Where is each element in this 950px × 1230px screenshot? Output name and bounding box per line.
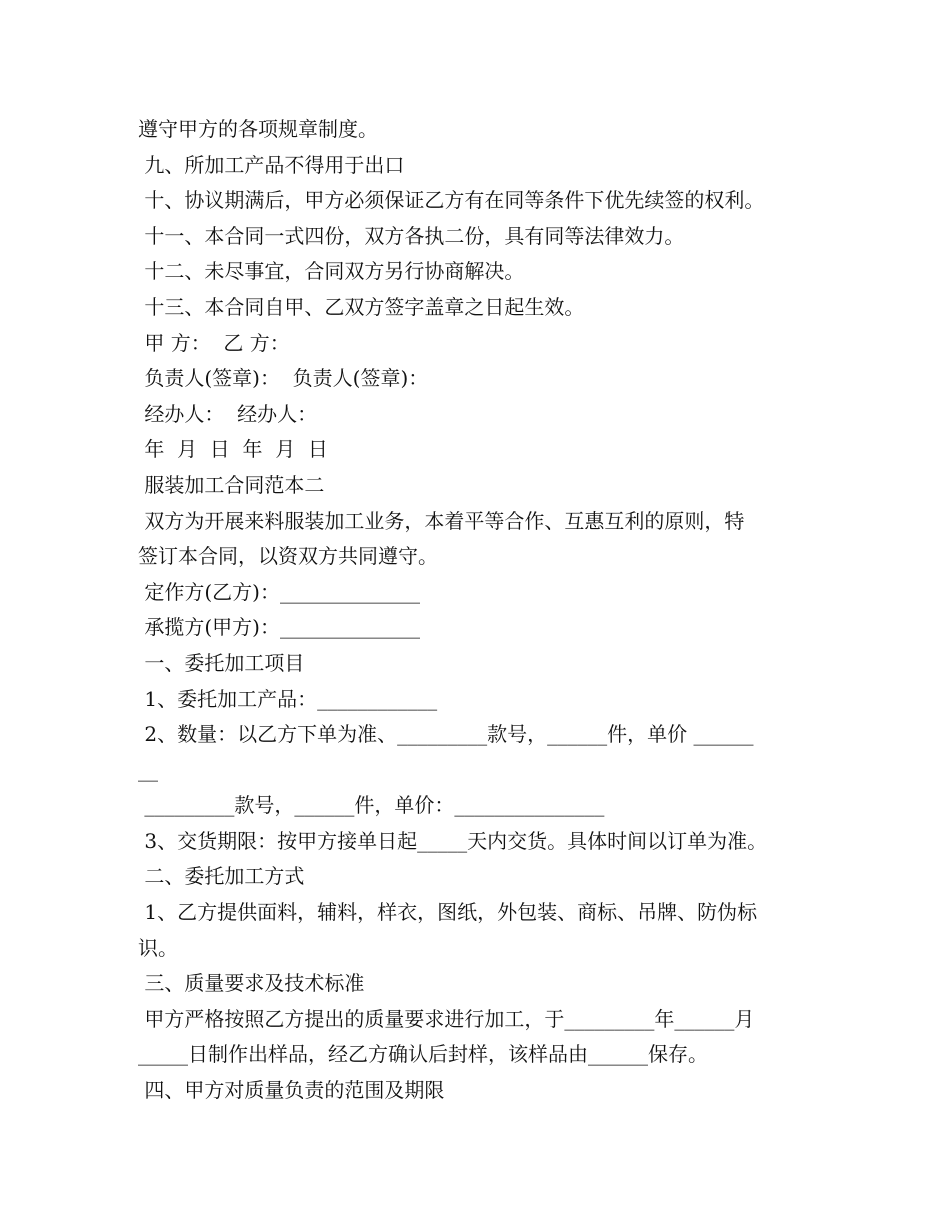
item-2-continued: __ <box>138 757 158 782</box>
handler-labels: 经办人： 经办人： <box>138 401 318 426</box>
heading-3: 三、质量要求及技术标准 <box>138 971 365 996</box>
signature-labels: 负责人(签章)： 负责人(签章)： <box>138 366 429 391</box>
clause-9: 九、所加工产品不得用于出口 <box>138 152 405 177</box>
item-1: 1、委托加工产品：____________ <box>138 686 438 711</box>
item-2-second-style: _________款号，______件，单价：_______________ <box>138 793 605 818</box>
intro-line-2: 签订本合同，以资双方共同遵守。 <box>138 544 438 569</box>
item-3: 3、交货期限：按甲方接单日起_____天内交货。具体时间以订单为准。 <box>138 828 768 853</box>
document-body <box>138 112 828 1109</box>
text-line: 遵守甲方的各项规章制度。 <box>138 117 378 141</box>
section-title: 服装加工合同范本二 <box>138 472 325 497</box>
clause-10: 十、协议期满后，甲方必须保证乙方有在同等条件下优先续签的权利。 <box>138 188 765 213</box>
intro-line-1: 双方为开展来料服装加工业务，本着平等合作、互惠互利的原则，特 <box>138 508 745 533</box>
date-labels: 年 月 日 年 月 日 <box>138 437 328 462</box>
heading-2: 二、委托加工方式 <box>138 864 305 889</box>
heading-1: 一、委托加工项目 <box>138 650 305 675</box>
quality-line-2: _____日制作出样品，经乙方确认后封样，该样品由______保存。 <box>138 1042 708 1067</box>
heading-4: 四、甲方对质量负责的范围及期限 <box>138 1078 445 1103</box>
item-2: 2、数量：以乙方下单为准、_________款号，______件，单价 ______ <box>138 722 754 747</box>
method-item-1: 1、乙方提供面料，辅料，样衣，图纸，外包装、商标、吊牌、防伪标 <box>138 900 758 925</box>
clause-12: 十二、未尽事宜，合同双方另行协商解决。 <box>138 259 525 284</box>
party-labels: 甲 方： 乙 方： <box>138 330 290 355</box>
method-item-1-continued: 识。 <box>138 935 178 960</box>
orderer-field: 定作方(乙方)：______________ <box>138 579 420 604</box>
contractor-field: 承揽方(甲方)：______________ <box>138 615 420 640</box>
quality-line-1: 甲方严格按照乙方提出的质量要求进行加工，于_________年______月 <box>138 1006 755 1031</box>
clause-13: 十三、本合同自甲、乙双方签字盖章之日起生效。 <box>138 294 585 319</box>
clause-11: 十一、本合同一式四份，双方各执二份，具有同等法律效力。 <box>138 223 685 248</box>
